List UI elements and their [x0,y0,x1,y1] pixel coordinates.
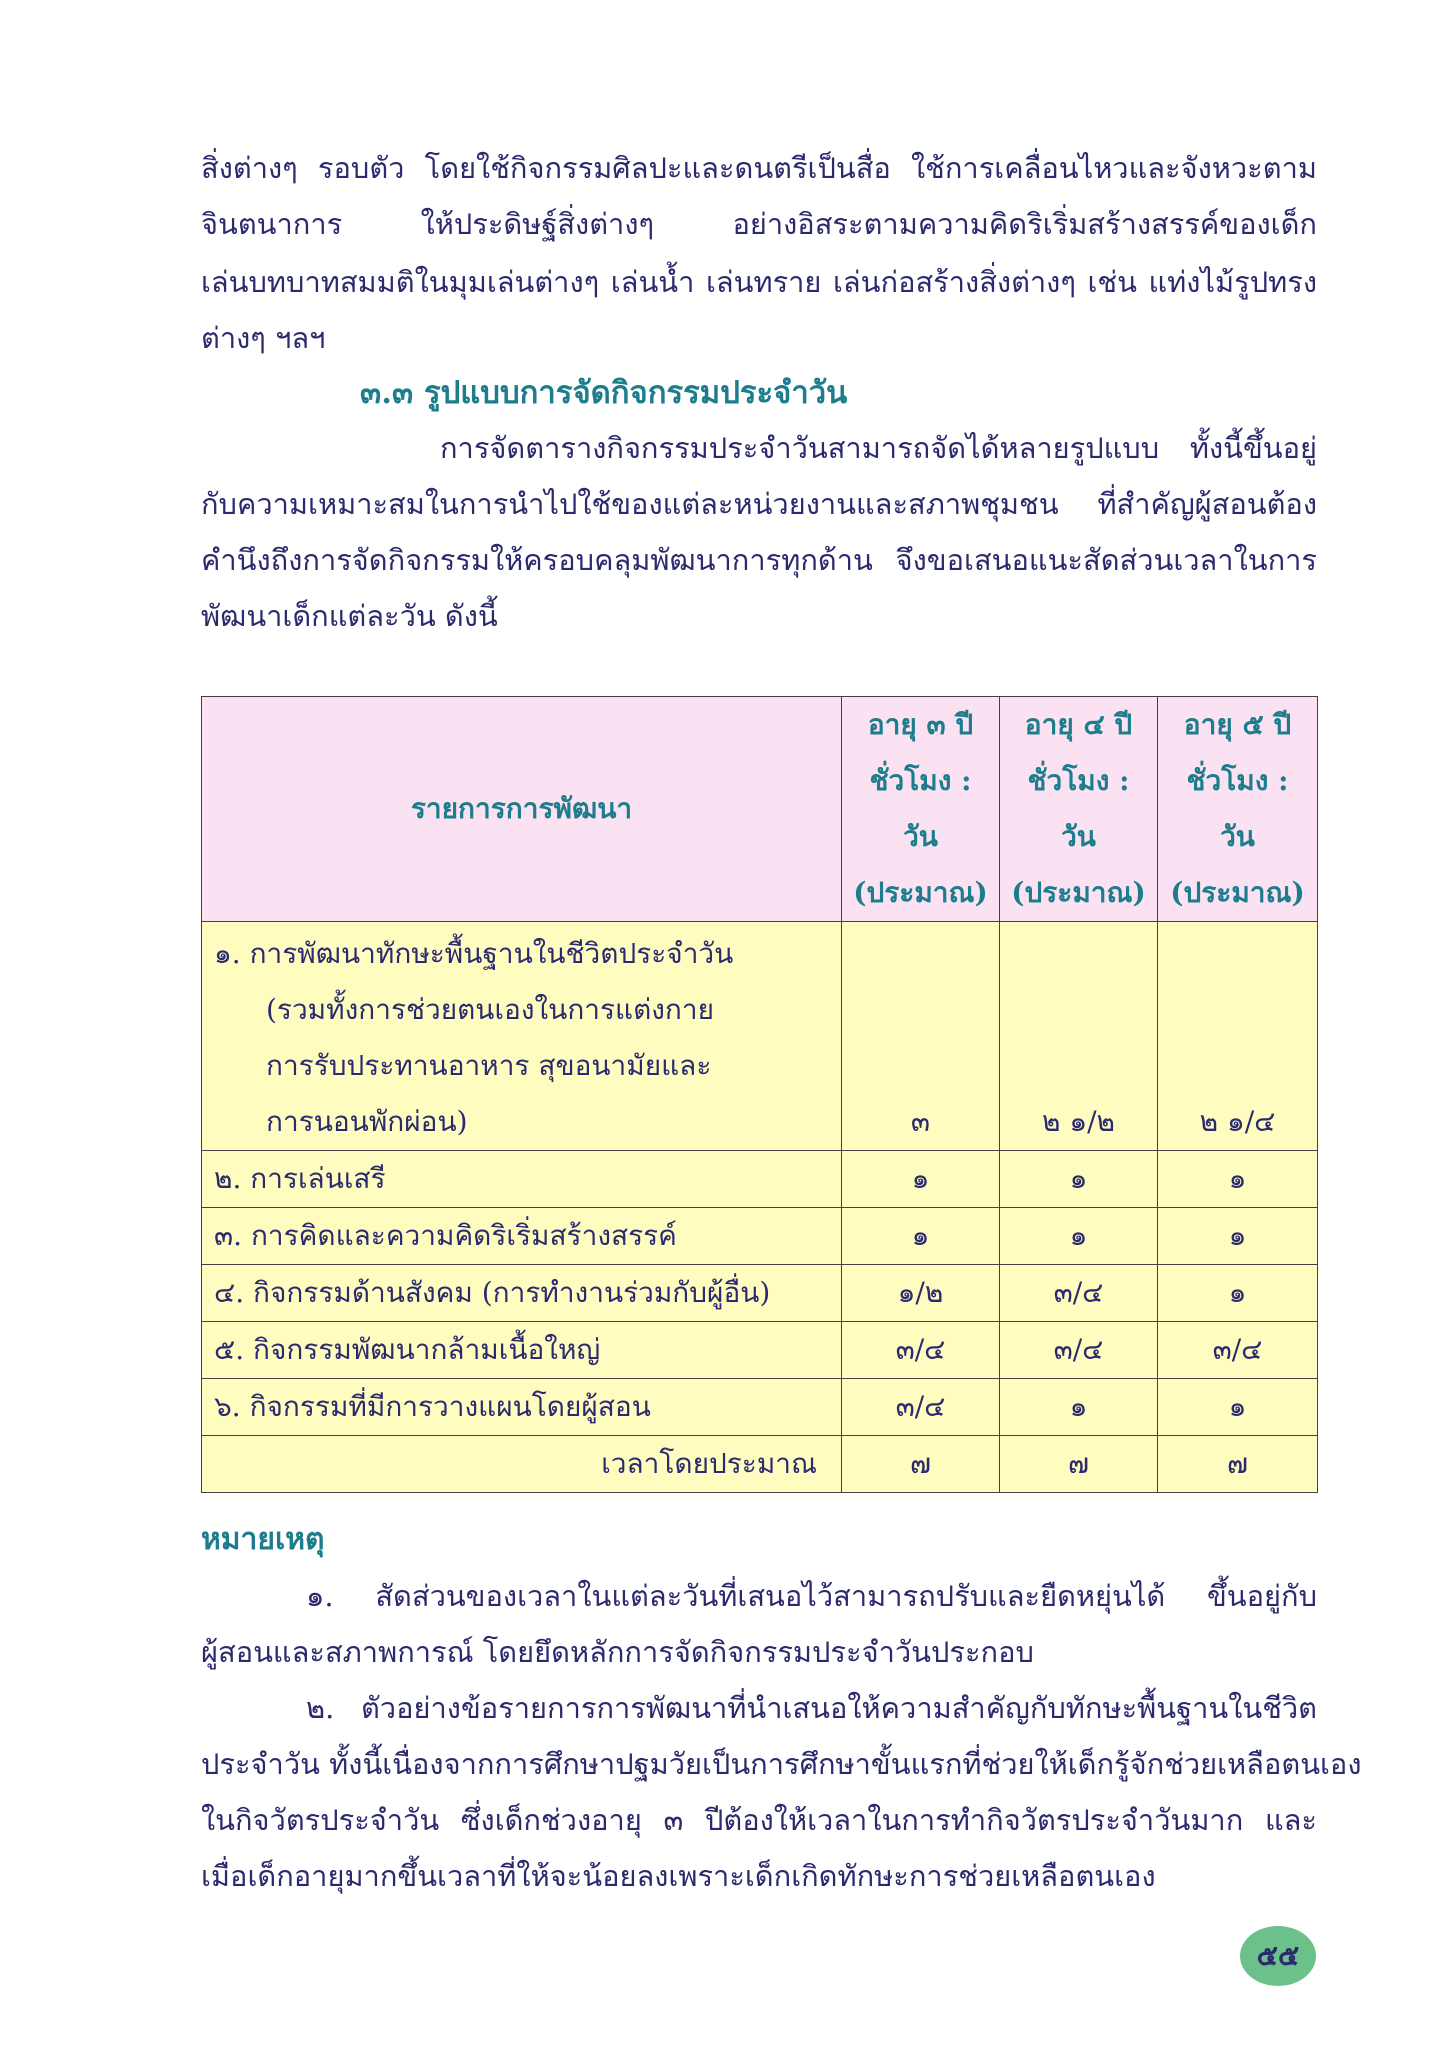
table-row [202,1151,1318,1208]
row-4-age-3: ๑/๒ [842,1265,1000,1322]
page-number: ๕๕ [1240,1926,1316,1986]
section-heading: ๓.๓ รูปแบบการจัดกิจกรรมประจำวัน [360,375,848,411]
row-5-age-5: ๓/๔ [1158,1322,1318,1379]
table-row [202,922,1318,1151]
section-line-3: คำนึงถึงการจัดกิจกรรมให้ครอบคลุมพัฒนาการทุกด้าน จึงขอเสนอแนะสัดส่วนเวลาในการ [201,543,1317,577]
row-1-line-3: การรับประทานอาหาร สุขอนามัยและ [266,1049,712,1082]
row-2-age-4: ๑ [1000,1151,1158,1208]
header-age-4-approx: (ประมาณ) [1011,876,1146,909]
note-line-3: ๒. ตัวอย่างข้อรายการการพัฒนาที่นำเสนอให้ความสำคัญกับทักษะพื้นฐานในชีวิต [306,1691,1317,1725]
header-age-3-label: อายุ ๓ ปี [867,708,974,741]
row-4-age-4: ๓/๔ [1000,1265,1158,1322]
row-1-item [202,922,842,1151]
total-age-5: ๗ [1158,1436,1318,1493]
row-2-age-3: ๑ [842,1151,1000,1208]
header-age-5-label: อายุ ๕ ปี [1183,708,1292,741]
header-age-3-unit: ชั่วโมง : วัน [869,764,972,853]
row-5-age-3: ๓/๔ [842,1322,1000,1379]
total-age-3: ๗ [842,1436,1000,1493]
row-1-line-2: (รวมทั้งการช่วยตนเองในการแต่งกาย [266,993,715,1026]
intro-line-1: สิ่งต่างๆ รอบตัว โดยใช้กิจกรรมศิลปะและดนตรีเป็นสื่อ ใช้การเคลื่อนไหวและจังหวะตาม [201,151,1317,185]
header-age-3-approx: (ประมาณ) [853,876,988,909]
row-3-age-4: ๑ [1000,1208,1158,1265]
row-6-age-3: ๓/๔ [842,1379,1000,1436]
section-line-1: การจัดตารางกิจกรรมประจำวันสามารถจัดได้หลายรูปแบบ ทั้งนี้ขึ้นอยู่ [440,431,1317,465]
row-6-item: ๖. กิจกรรมที่มีการวางแผนโดยผู้สอน [202,1379,842,1436]
row-1-line-4: การนอนพักผ่อน) [266,1105,468,1138]
section-line-4: พัฒนาเด็กแต่ละวัน ดังนี้ [201,599,498,633]
development-time-table [201,696,1318,1493]
table-row [202,1379,1318,1436]
row-1-age-3: ๓ [842,922,1000,1151]
total-label: เวลาโดยประมาณ [202,1436,842,1493]
row-4-age-5: ๑ [1158,1265,1318,1322]
total-age-4: ๗ [1000,1436,1158,1493]
note-line-2: ผู้สอนและสภาพการณ์ โดยยึดหลักการจัดกิจกรรมประจำวันประกอบ [201,1635,1034,1669]
header-age-3 [842,697,1000,922]
header-item: รายการการพัฒนา [202,697,842,922]
intro-line-2: จินตนาการ ให้ประดิษฐ์สิ่งต่างๆ อย่างอิสระตามความคิดริเริ่มสร้างสรรค์ของเด็ก [201,207,1317,241]
row-1-age-4: ๒ ๑/๒ [1000,922,1158,1151]
row-3-age-5: ๑ [1158,1208,1318,1265]
table-row [202,1265,1318,1322]
table-row [202,1322,1318,1379]
intro-line-4: ต่างๆ ฯลฯ [201,321,326,355]
note-line-5: ในกิจวัตรประจำวัน ซึ่งเด็กช่วงอายุ ๓ ปีต้องให้เวลาในการทำกิจวัตรประจำวันมาก และ [201,1803,1317,1837]
note-line-6: เมื่อเด็กอายุมากขึ้นเวลาที่ให้จะน้อยลงเพราะเด็กเกิดทักษะการช่วยเหลือตนเอง [201,1859,1156,1893]
row-4-item: ๔. กิจกรรมด้านสังคม (การทำงานร่วมกับผู้อื่น) [202,1265,842,1322]
header-age-4-unit: ชั่วโมง : วัน [1027,764,1130,853]
row-2-item: ๒. การเล่นเสรี [202,1151,842,1208]
row-5-age-4: ๓/๔ [1000,1322,1158,1379]
table-row [202,1208,1318,1265]
note-line-1: ๑. สัดส่วนของเวลาในแต่ละวันที่เสนอไว้สามารถปรับและยืดหยุ่นได้ ขึ้นอยู่กับ [306,1579,1317,1613]
intro-line-3: เล่นบทบาทสมมติในมุมเล่นต่างๆ เล่นน้ำ เล่นทราย เล่นก่อสร้างสิ่งต่างๆ เช่น แท่งไม้รูปทรง [201,265,1317,299]
row-3-age-3: ๑ [842,1208,1000,1265]
header-age-5 [1158,697,1318,922]
row-6-age-5: ๑ [1158,1379,1318,1436]
note-line-4: ประจำวัน ทั้งนี้เนื่องจากการศึกษาปฐมวัยเป็นการศึกษาขั้นแรกที่ช่วยให้เด็กรู้จักช่วยเหลือตนเอง [201,1747,1362,1781]
row-3-item: ๓. การคิดและความคิดริเริ่มสร้างสรรค์ [202,1208,842,1265]
header-age-4-label: อายุ ๔ ปี [1024,708,1133,741]
table-header-row [202,697,1318,922]
table-total-row [202,1436,1318,1493]
note-heading: หมายเหตุ [201,1522,325,1557]
row-6-age-4: ๑ [1000,1379,1158,1436]
row-1-age-5: ๒ ๑/๔ [1158,922,1318,1151]
header-age-5-unit: ชั่วโมง : วัน [1186,764,1289,853]
row-2-age-5: ๑ [1158,1151,1318,1208]
row-1-line-1: ๑. การพัฒนาทักษะพื้นฐานในชีวิตประจำวัน [214,937,734,970]
header-age-5-approx: (ประมาณ) [1170,876,1305,909]
section-line-2: กับความเหมาะสมในการนำไปใช้ของแต่ละหน่วยงานและสภาพชุมชน ที่สำคัญผู้สอนต้อง [201,487,1317,521]
row-5-item: ๕. กิจกรรมพัฒนากล้ามเนื้อใหญ่ [202,1322,842,1379]
header-age-4 [1000,697,1158,922]
